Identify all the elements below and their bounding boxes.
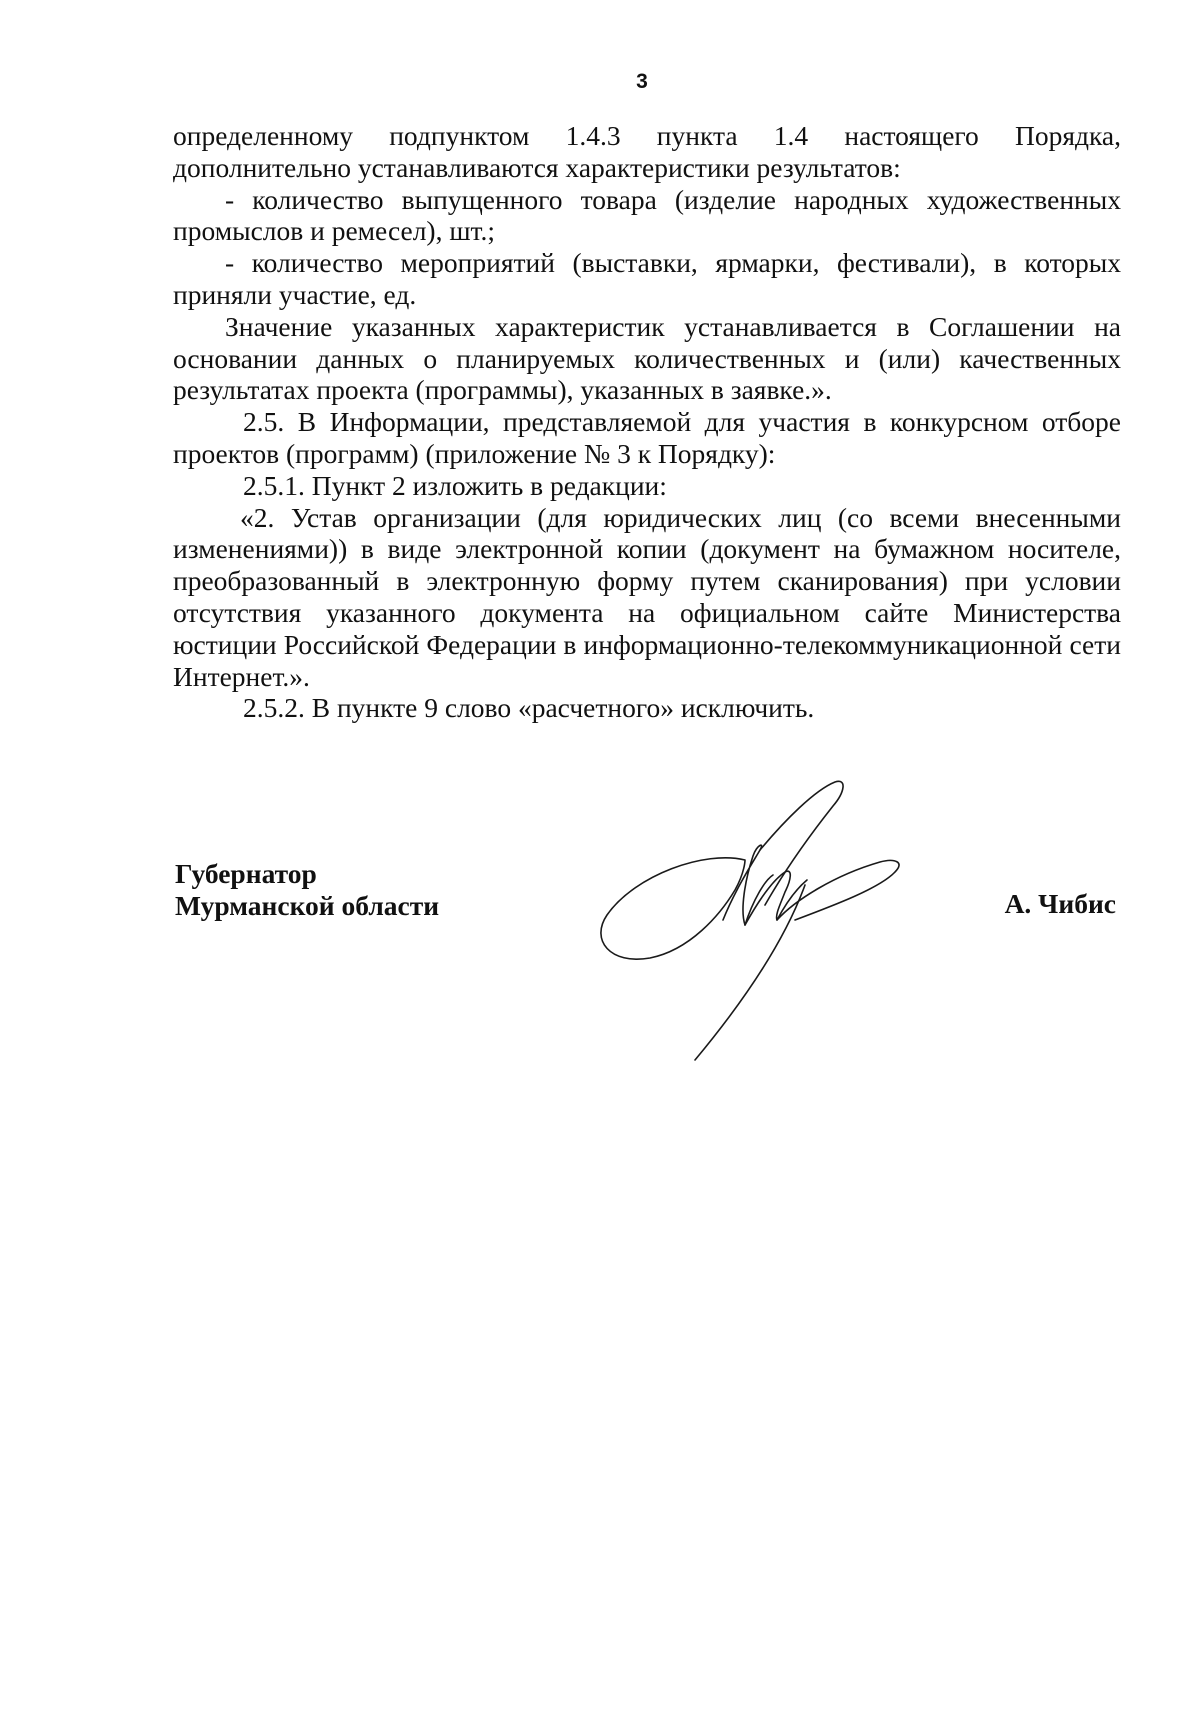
list-item-goods-count: - количество выпущенного товара (изделие народных художественных промыслов и ремесел), шт.; — [173, 183, 1121, 247]
signature-loop — [601, 858, 745, 959]
signatory-title-line-2: Мурманской области — [175, 890, 440, 921]
handwritten-signature — [595, 780, 925, 1065]
signature-flourish-2 — [745, 871, 807, 925]
paragraph-quoted-clause-2: «2. Устав организации (для юридических лиц (со всеми внесенными изменениями)) в виде электронной копии (документ на бумажном носителе, преобразованный в электронную форму путем сканирования) при условии отсутствия указанного документа на официальном сайте Министерства юстиции Российской Федерации в информационно-телекоммуникационной сети Интернет.». — [173, 501, 1121, 692]
signature-strokes — [601, 781, 899, 1060]
list-item-events-count: - количество мероприятий (выставки, ярмарки, фестивали), в которых приняли участие, ед. — [173, 247, 1121, 310]
paragraph-characteristics-value: Значение указанных характеристик устанавливается в Соглашении на основании данных о планируемых количественных и (или) качественных результатах проекта (программы), указанных в заявке.». — [173, 310, 1121, 406]
paragraph-continuation: определенному подпунктом 1.4.3 пункта 1.4 настоящего Порядка, дополнительно устанавливаются характеристики результатов: — [173, 120, 1121, 183]
signature-upper-stroke — [760, 781, 843, 905]
paragraph-clause-2-5: 2.5. В Информации, представляемой для участия в конкурсном отборе проектов (программ) (приложение № 3 к Порядку): — [173, 406, 1121, 469]
signatory-title — [175, 858, 439, 922]
document-body — [173, 120, 1121, 724]
paragraph-clause-2-5-1: 2.5.1. Пункт 2 изложить в редакции: — [243, 469, 667, 501]
signatory-name: А. Чибис — [1004, 888, 1116, 919]
paragraph-clause-2-5-2: 2.5.2. В пункте 9 слово «расчетного» исключить. — [243, 692, 815, 724]
signatory-title-line-1: Губернатор — [175, 858, 317, 889]
signature-tail-stroke — [777, 860, 899, 920]
page-number: 3 — [636, 70, 648, 93]
